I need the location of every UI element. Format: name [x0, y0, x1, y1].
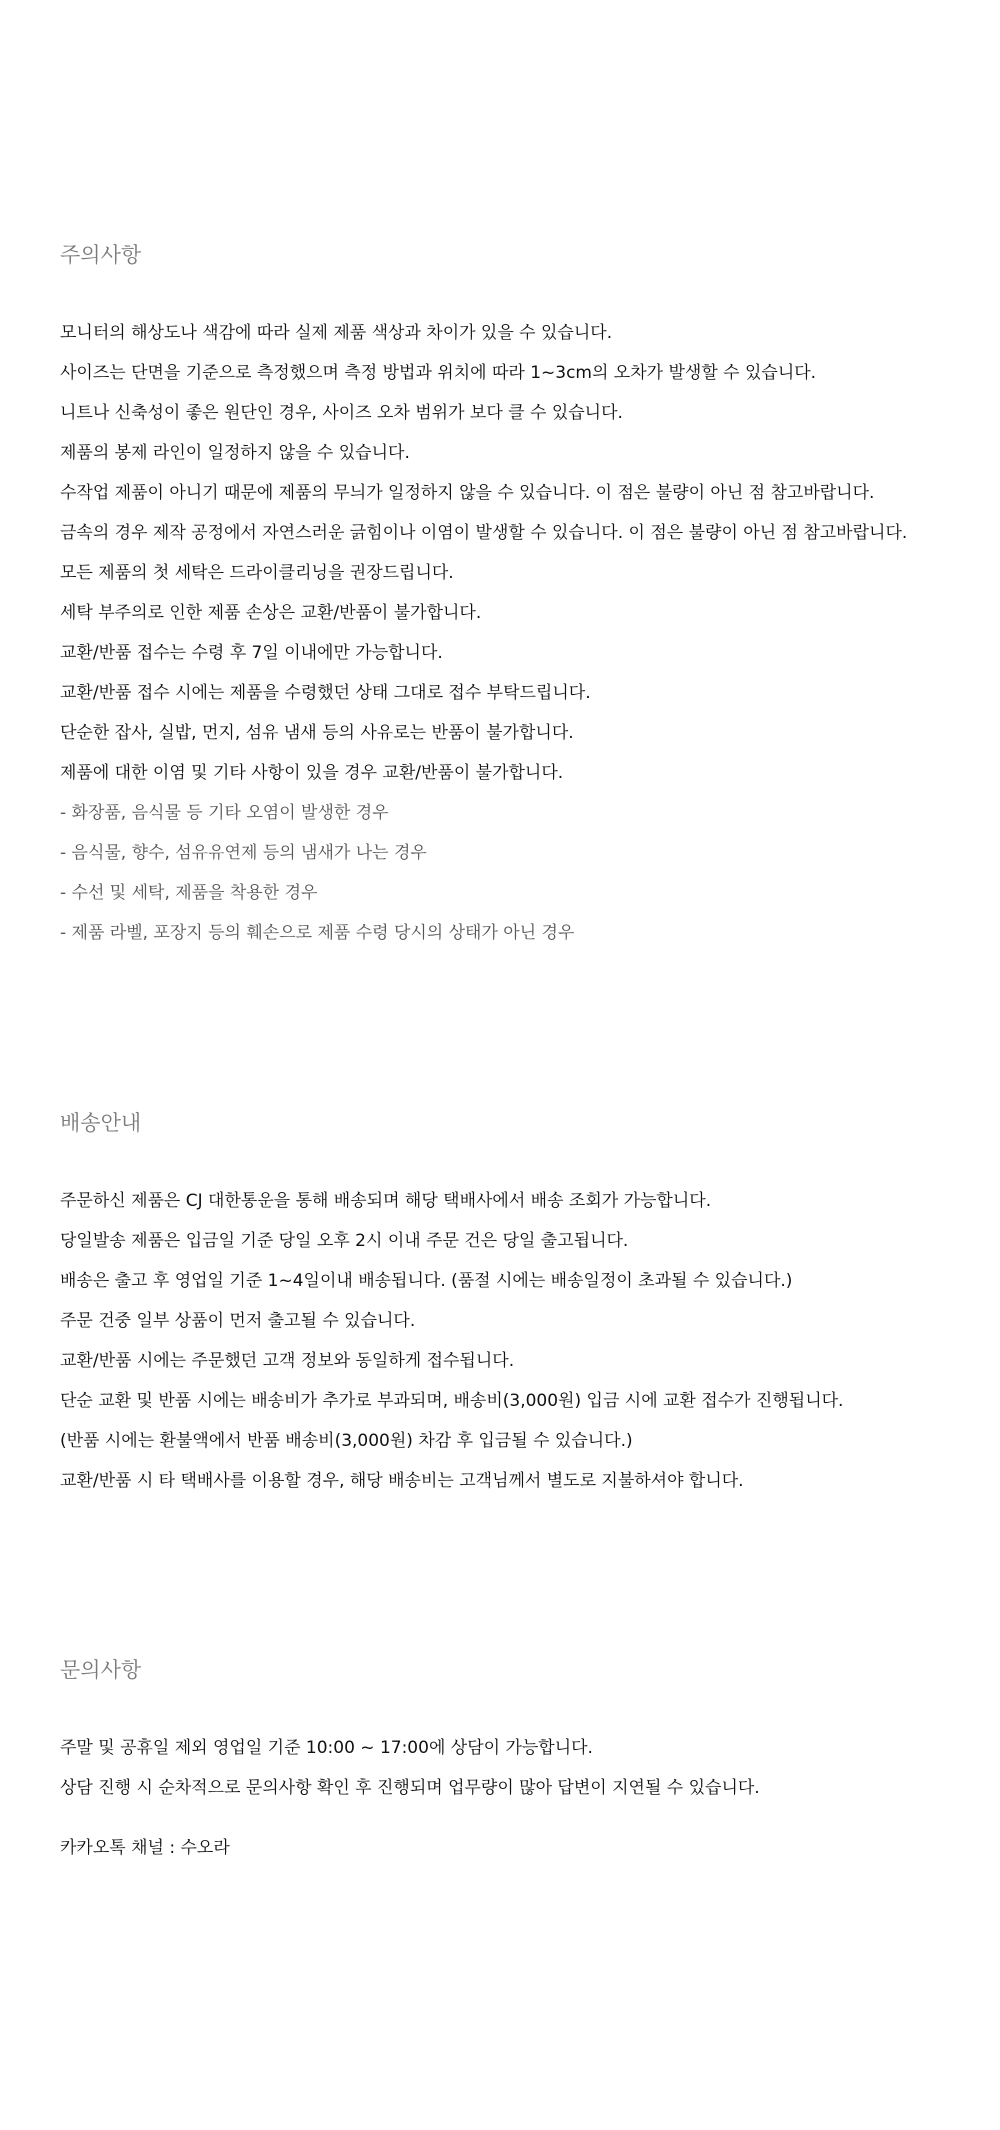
notice-line: 단순한 잡사, 실밥, 먼지, 섬유 냄새 등의 사유로는 반품이 불가합니다.	[60, 723, 574, 743]
notice-line: 세탁 부주의로 인한 제품 손상은 교환/반품이 불가합니다.	[60, 603, 482, 623]
notice-line: 금속의 경우 제작 공정에서 자연스러운 긁힘이나 이염이 발생할 수 있습니다. 이 점은 불량이 아닌 점 참고바랍니다.	[60, 523, 908, 543]
shipping-section	[60, 1108, 960, 1491]
shipping-line: (반품 시에는 환불액에서 반품 배송비(3,000원) 차감 후 입금될 수 있습니다.)	[60, 1431, 633, 1451]
shipping-line: 단순 교환 및 반품 시에는 배송비가 추가로 부과되며, 배송비(3,000원) 입금 시에 교환 접수가 진행됩니다.	[60, 1391, 844, 1411]
inquiry-title: 문의사항	[60, 1658, 142, 1682]
notice-sub-line: - 제품 라벨, 포장지 등의 훼손으로 제품 수령 당시의 상태가 아닌 경우	[60, 923, 575, 943]
notice-line: 제품에 대한 이염 및 기타 사항이 있을 경우 교환/반품이 불가합니다.	[60, 763, 564, 783]
notice-sub-line: - 음식물, 향수, 섬유유연제 등의 냄새가 나는 경우	[60, 843, 427, 863]
notice-list	[60, 313, 907, 953]
notice-line: 제품의 봉제 라인이 일정하지 않을 수 있습니다.	[60, 443, 410, 463]
notice-line: 모든 제품의 첫 세탁은 드라이클리닝을 권장드립니다.	[60, 563, 454, 583]
shipping-line: 배송은 출고 후 영업일 기준 1~4일이내 배송됩니다. (품절 시에는 배송일정이 초과될 수 있습니다.)	[60, 1271, 793, 1291]
notice-line: 모니터의 해상도나 색감에 따라 실제 제품 색상과 차이가 있을 수 있습니다.	[60, 323, 613, 343]
shipping-list	[60, 1181, 843, 1501]
shipping-line: 교환/반품 시 타 택배사를 이용할 경우, 해당 배송비는 고객님께서 별도로 지불하셔야 합니다.	[60, 1471, 744, 1491]
notice-sub-line: - 화장품, 음식물 등 기타 오염이 발생한 경우	[60, 803, 389, 823]
inquiry-line: 상담 진행 시 순차적으로 문의사항 확인 후 진행되며 업무량이 많아 답변이 지연될 수 있습니다.	[60, 1778, 760, 1798]
shipping-title: 배송안내	[60, 1111, 142, 1135]
shipping-line: 주문 건중 일부 상품이 먼저 출고될 수 있습니다.	[60, 1311, 416, 1331]
shipping-line: 당일발송 제품은 입금일 기준 당일 오후 2시 이내 주문 건은 당일 출고됩니다.	[60, 1231, 629, 1251]
notice-line: 교환/반품 접수 시에는 제품을 수령했던 상태 그대로 접수 부탁드립니다.	[60, 683, 591, 703]
notice-section	[60, 240, 960, 943]
inquiry-line: 주말 및 공휴일 제외 영업일 기준 10:00 ~ 17:00에 상담이 가능합니다.	[60, 1738, 593, 1758]
shipping-line: 교환/반품 시에는 주문했던 고객 정보와 동일하게 접수됩니다.	[60, 1351, 515, 1371]
notice-sub-line: - 수선 및 세탁, 제품을 착용한 경우	[60, 883, 318, 903]
kakao-channel: 카카오톡 채널 : 수오라	[60, 1838, 230, 1858]
notice-line: 니트나 신축성이 좋은 원단인 경우, 사이즈 오차 범위가 보다 클 수 있습니다.	[60, 403, 623, 423]
inquiry-section	[60, 1655, 960, 1858]
notice-line: 수작업 제품이 아니기 때문에 제품의 무늬가 일정하지 않을 수 있습니다. 이 점은 불량이 아닌 점 참고바랍니다.	[60, 483, 875, 503]
notice-title: 주의사항	[60, 243, 142, 267]
notice-line: 사이즈는 단면을 기준으로 측정했으며 측정 방법과 위치에 따라 1~3cm의 오차가 발생할 수 있습니다.	[60, 363, 817, 383]
notice-line: 교환/반품 접수는 수령 후 7일 이내에만 가능합니다.	[60, 643, 443, 663]
shipping-line: 주문하신 제품은 CJ 대한통운을 통해 배송되며 해당 택배사에서 배송 조회가 가능합니다.	[60, 1191, 712, 1211]
inquiry-list	[60, 1728, 760, 1868]
